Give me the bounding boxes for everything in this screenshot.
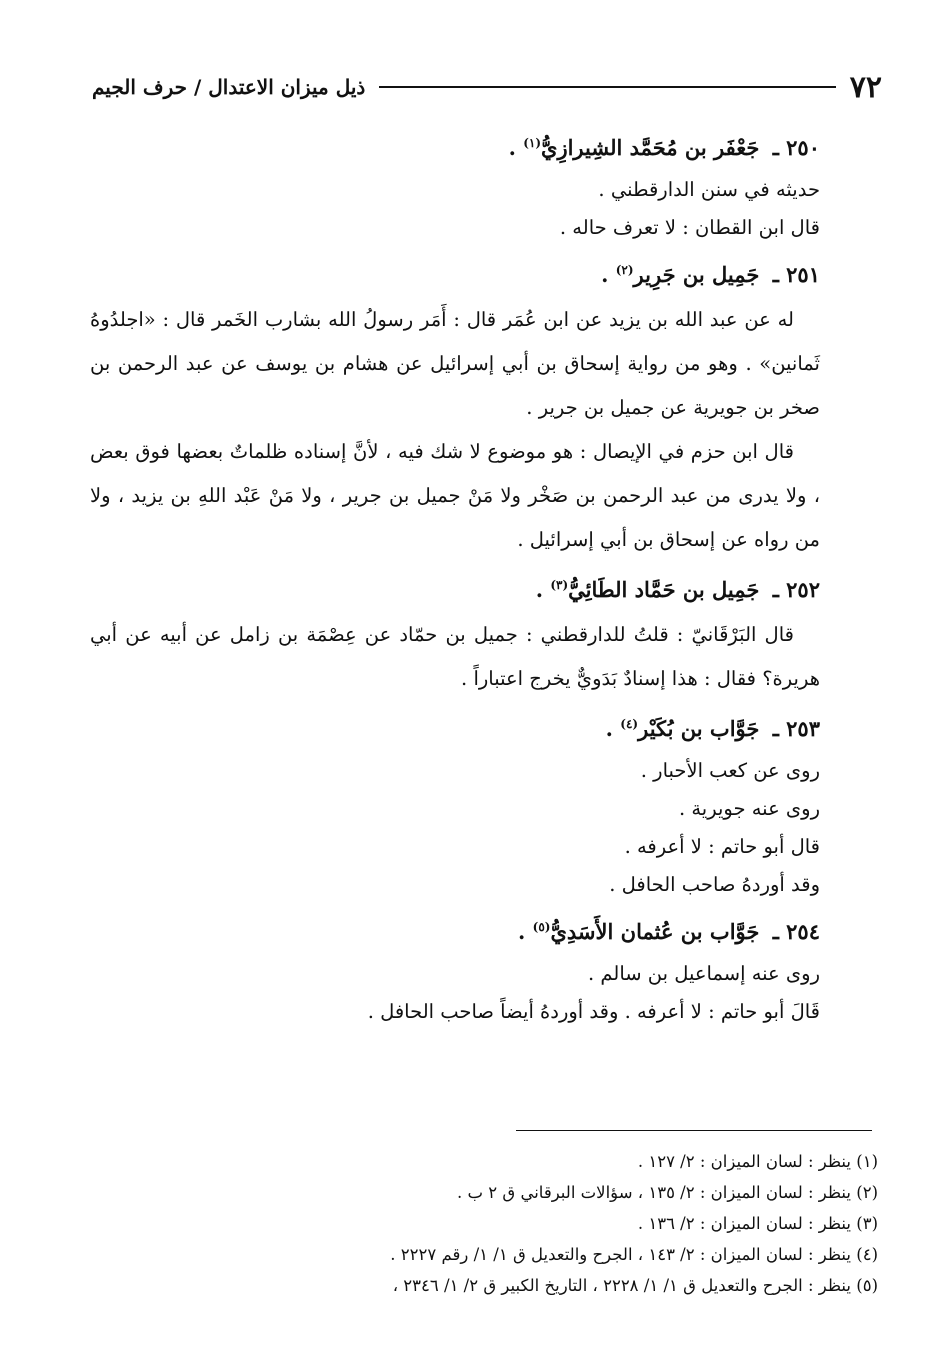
footnote: (٤) ينظر : لسان الميزان : ٢/ ١٤٣ ، الجرح والتعديل ق ١/ ١/ رقم ٢٢٢٧ . <box>390 1245 878 1264</box>
entry-number: ٢٥٤ ـ <box>772 919 820 944</box>
entry-name: جَمِيل بن جَرِير <box>633 262 760 287</box>
footnotes <box>300 1146 878 1301</box>
footnote: (٣) ينظر : لسان الميزان : ٢/ ١٣٦ . <box>637 1214 878 1233</box>
entry-paragraph: قال ابن حزم في الإيصال : هو موضوع لا شك فيه ، لأنَّ إسناده ظلماتٌ بعضها فوق بعض ، ولا يدرى من عبد الرحمن بن صَخْر ولا مَنْ جميل بن جرير ، ولا مَنْ عَبْد اللهِ بن يزيد ، ولا من رواه عن إسحاق بن أبي إسرائيل . <box>90 440 820 551</box>
entry-number: ٢٥٠ ـ <box>772 135 820 160</box>
entry-name: جَمِيل بن حَمَّاد الطَائِيُّ <box>568 577 760 602</box>
footnote-ref: (٢) <box>615 263 634 277</box>
entry-name: جَوَّاب بن عُثمان الأَسَدِيُّ <box>550 919 760 944</box>
footnote-ref: (٣) <box>550 578 569 592</box>
entry-heading: ٢٥٣ ـ جَوَّاب بن بُكَيْر$^{(٤)}$ . <box>605 716 820 741</box>
running-title: ذيل ميزان الاعتدال / حرف الجيم <box>92 75 366 99</box>
page-header <box>92 66 882 108</box>
entry-line: روى عنه إسماعيل بن سالم . <box>588 962 820 985</box>
entry-paragraph: قال البَرْقَانيّ : قلتُ للدارقطني : جميل بن حمّاد عن عِصْمَة بن زامل عن أبيه عن أبي هريرة؟ فقال : هذا إسنادٌ بَدَويٌّ يخرج اعتباراً . <box>90 623 820 690</box>
main-text <box>90 120 820 1031</box>
entry-name: جَعْفَر بن مُحَمَّد الشِيرازِيُّ <box>541 135 760 160</box>
entry-paragraph: له عن عبد الله بن يزيد عن ابن عُمَر قال : أَمَر رسولُ الله بشارب الخَمر قال : «اجلدُوهُ ثَمانين» . وهو من رواية إسحاق بن أبي إسرائيل عن هشام بن يوسف عن عبد الرحمن بن صخر بن جويرية عن جميل بن جرير . <box>90 308 820 419</box>
entry-line: روى عن كعب الأحبار . <box>640 759 820 782</box>
entry-line: حديثه في سنن الدارقطني . <box>598 178 820 201</box>
footnote: (٥) ينظر : الجرح والتعديل ق ١/ ١/ ٢٢٢٨ ، التاريخ الكبير ق ٢/ ١/ ٢٣٤٦ ، <box>392 1276 878 1295</box>
entry-heading: ٢٥٢ ـ جَمِيل بن حَمَّاد الطَائِيُّ$^{(٣)}$ . <box>535 577 820 602</box>
footnote-ref: (٥) <box>532 920 551 934</box>
entry-line: قال أبو حاتم : لا أعرفه . <box>624 835 820 858</box>
entry-name: جَوَّاب بن بُكَيْر <box>638 716 760 741</box>
footnote-ref: (٤) <box>620 717 639 731</box>
header-rule <box>379 86 835 88</box>
entry-line: روى عنه جويرية . <box>678 797 820 820</box>
entry-line: وقد أوردهُ صاحب الحافل . <box>609 873 820 896</box>
entry-heading: ٢٥٠ ـ جَعْفَر بن مُحَمَّد الشِيرازِيُّ$^{(١)}$ . <box>508 135 820 160</box>
entry-number: ٢٥٣ ـ <box>772 716 820 741</box>
entry-heading: ٢٥٤ ـ جَوَّاب بن عُثمان الأَسَدِيُّ$^{(٥)}$ . <box>518 919 820 944</box>
page-number: ٧٢ <box>849 69 882 105</box>
footnote-divider <box>516 1130 872 1131</box>
footnote-ref: (١) <box>523 136 542 150</box>
entry-number: ٢٥٢ ـ <box>772 577 820 602</box>
entry-heading: ٢٥١ ـ جَمِيل بن جَرِير$^{(٢)}$ . <box>601 262 820 287</box>
entry-line: قَالَ أبو حاتم : لا أعرفه . وقد أوردهُ أيضاً صاحب الحافل . <box>367 1000 820 1023</box>
footnote: (٢) ينظر : لسان الميزان : ٢/ ١٣٥ ، سؤالات البرقاني ق ٢ ب . <box>457 1183 878 1202</box>
entry-number: ٢٥١ ـ <box>772 262 820 287</box>
footnote: (١) ينظر : لسان الميزان : ٢/ ١٢٧ . <box>637 1152 878 1171</box>
entry-line: قال ابن القطان : لا تعرف حاله . <box>559 216 820 239</box>
